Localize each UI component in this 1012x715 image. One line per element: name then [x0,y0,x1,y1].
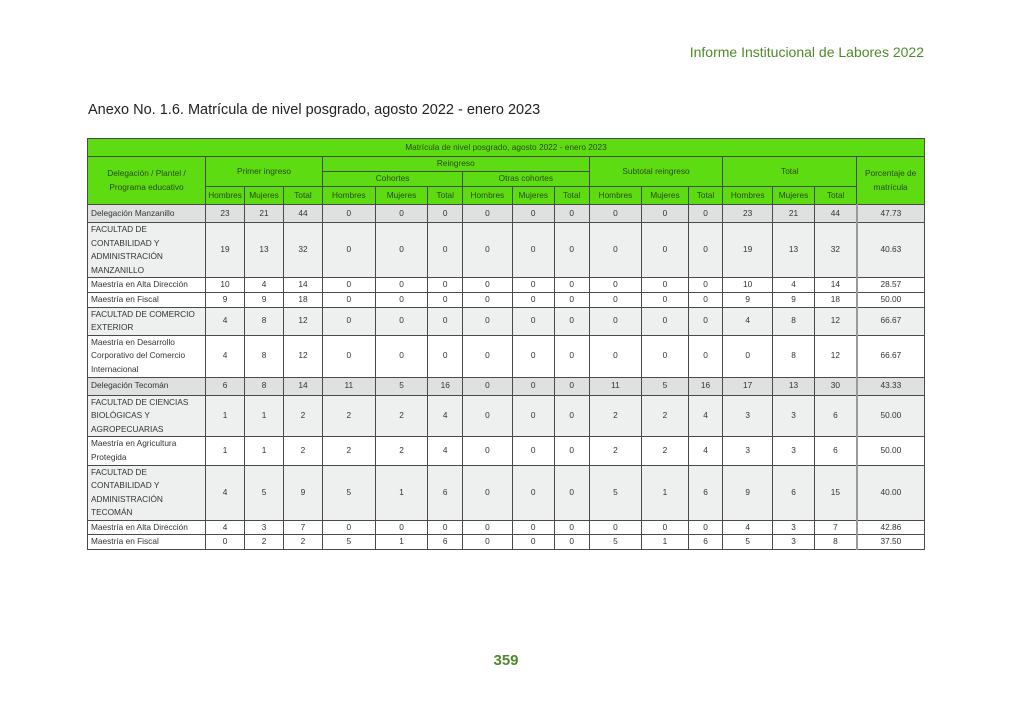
value-cell: 0 [554,465,589,520]
value-cell: 0 [375,292,428,307]
value-cell: 0 [512,278,554,293]
value-cell: 0 [463,465,513,520]
value-cell: 16 [688,377,723,395]
value-cell: 13 [245,223,284,278]
value-cell: 0 [589,205,642,223]
value-cell: 0 [463,520,513,535]
value-cell: 0 [463,205,513,223]
value-cell: 0 [512,205,554,223]
value-cell: 0 [589,307,642,335]
table-row [88,535,925,550]
value-cell: 2 [642,395,688,437]
value-cell: 6 [428,535,463,550]
value-cell: 10 [206,278,245,293]
percentage-cell: 50.00 [857,437,925,465]
value-cell: 11 [589,377,642,395]
value-cell: 6 [815,395,857,437]
value-cell: 0 [512,465,554,520]
value-cell: 0 [375,307,428,335]
value-cell: 0 [688,335,723,377]
value-cell: 32 [284,223,323,278]
table-row [88,520,925,535]
value-cell: 3 [772,437,814,465]
value-cell: 0 [463,292,513,307]
value-cell: 16 [428,377,463,395]
value-cell: 0 [428,520,463,535]
value-cell: 2 [642,437,688,465]
value-cell: 4 [688,395,723,437]
value-cell: 0 [589,223,642,278]
value-cell: 21 [772,205,814,223]
value-cell: 9 [772,292,814,307]
value-cell: 13 [772,223,814,278]
value-cell: 0 [554,535,589,550]
value-cell: 6 [815,437,857,465]
enrollment-table [87,138,925,550]
value-cell: 4 [428,395,463,437]
value-cell: 0 [688,205,723,223]
value-cell: 0 [375,278,428,293]
value-cell: 2 [375,395,428,437]
value-cell: 5 [589,465,642,520]
value-cell: 4 [772,278,814,293]
value-cell: 0 [463,223,513,278]
value-cell: 5 [723,535,773,550]
value-cell: 0 [642,278,688,293]
value-cell: 0 [554,292,589,307]
value-cell: 5 [322,535,375,550]
row-label: Maestría en Fiscal [88,535,206,550]
value-cell: 0 [512,307,554,335]
value-cell: 0 [554,335,589,377]
value-cell: 18 [284,292,323,307]
value-cell: 0 [375,205,428,223]
value-cell: 4 [206,307,245,335]
value-cell: 0 [642,292,688,307]
value-cell: 44 [815,205,857,223]
table-row [88,377,925,395]
value-cell: 6 [206,377,245,395]
value-cell: 0 [206,535,245,550]
value-cell: 1 [642,535,688,550]
value-cell: 0 [428,335,463,377]
table-row [88,465,925,520]
value-cell: 15 [815,465,857,520]
value-cell: 3 [772,520,814,535]
value-cell: 7 [815,520,857,535]
table-caption: Matrícula de nivel posgrado, agosto 2022 - enero 2023 [88,139,925,157]
value-cell: 0 [463,335,513,377]
value-cell: 2 [589,437,642,465]
value-cell: 18 [815,292,857,307]
value-cell: 21 [245,205,284,223]
value-cell: 0 [463,307,513,335]
value-cell: 0 [688,307,723,335]
value-cell: 0 [322,307,375,335]
subheader-hombres: Hombres [206,187,245,205]
value-cell: 0 [463,535,513,550]
value-cell: 1 [245,437,284,465]
value-cell: 4 [206,335,245,377]
porcentaje-header: Porcentaje de matrícula [857,157,925,205]
row-label: FACULTAD DE CONTABILIDAD Y ADMINISTRACIÓN MANZANILLO [88,223,206,278]
value-cell: 1 [642,465,688,520]
value-cell: 0 [554,437,589,465]
value-cell: 0 [642,223,688,278]
value-cell: 12 [815,307,857,335]
value-cell: 30 [815,377,857,395]
value-cell: 0 [554,377,589,395]
value-cell: 0 [322,205,375,223]
table-row [88,223,925,278]
value-cell: 0 [642,205,688,223]
value-cell: 6 [428,465,463,520]
subheader-total: Total [815,187,857,205]
value-cell: 0 [642,520,688,535]
value-cell: 0 [322,292,375,307]
row-label: Maestría en Desarrollo Corporativo del Comercio Internacional [88,335,206,377]
subheader-hombres: Hombres [463,187,513,205]
row-label: FACULTAD DE CONTABILIDAD Y ADMINISTRACIÓN TECOMÁN [88,465,206,520]
value-cell: 6 [688,465,723,520]
value-cell: 1 [245,395,284,437]
table-row [88,307,925,335]
value-cell: 3 [245,520,284,535]
value-cell: 5 [589,535,642,550]
subheader-mujeres: Mujeres [642,187,688,205]
percentage-cell: 40.00 [857,465,925,520]
running-head: Informe Institucional de Labores 2022 [689,44,924,60]
value-cell: 0 [322,520,375,535]
row-label: Maestría en Fiscal [88,292,206,307]
value-cell: 9 [723,292,773,307]
value-cell: 2 [375,437,428,465]
value-cell: 5 [642,377,688,395]
value-cell: 17 [723,377,773,395]
value-cell: 0 [463,377,513,395]
subheader-total: Total [554,187,589,205]
table-row [88,437,925,465]
percentage-cell: 66.67 [857,307,925,335]
value-cell: 0 [463,437,513,465]
value-cell: 1 [206,437,245,465]
percentage-cell: 42.86 [857,520,925,535]
value-cell: 4 [723,307,773,335]
value-cell: 0 [554,205,589,223]
percentage-cell: 28.57 [857,278,925,293]
value-cell: 0 [554,520,589,535]
value-cell: 0 [688,520,723,535]
value-cell: 6 [688,535,723,550]
value-cell: 0 [512,535,554,550]
value-cell: 5 [245,465,284,520]
value-cell: 0 [375,335,428,377]
total-header: Total [723,157,857,187]
reingreso-header: Reingreso [322,157,589,172]
value-cell: 0 [512,395,554,437]
otras-cohortes-header: Otras cohortes [463,172,589,187]
value-cell: 13 [772,377,814,395]
value-cell: 9 [206,292,245,307]
value-cell: 10 [723,278,773,293]
value-cell: 0 [642,307,688,335]
value-cell: 0 [512,437,554,465]
value-cell: 0 [375,520,428,535]
table-row [88,292,925,307]
value-cell: 1 [206,395,245,437]
subheader-total: Total [428,187,463,205]
subtotal-reingreso-header: Subtotal reingreso [589,157,723,187]
value-cell: 0 [322,223,375,278]
value-cell: 8 [245,307,284,335]
subheader-hombres: Hombres [723,187,773,205]
value-cell: 7 [284,520,323,535]
table-row [88,335,925,377]
value-cell: 3 [772,535,814,550]
value-cell: 4 [206,520,245,535]
table-row [88,395,925,437]
percentage-cell: 50.00 [857,292,925,307]
value-cell: 0 [723,335,773,377]
value-cell: 8 [245,377,284,395]
value-cell: 4 [723,520,773,535]
value-cell: 4 [688,437,723,465]
subheader-total: Total [688,187,723,205]
value-cell: 19 [723,223,773,278]
value-cell: 0 [428,278,463,293]
value-cell: 0 [642,335,688,377]
value-cell: 0 [463,278,513,293]
value-cell: 0 [322,278,375,293]
value-cell: 0 [512,292,554,307]
row-label: Maestría en Alta Dirección [88,278,206,293]
value-cell: 0 [428,205,463,223]
value-cell: 0 [688,292,723,307]
value-cell: 8 [772,335,814,377]
percentage-cell: 43.33 [857,377,925,395]
subheader-mujeres: Mujeres [375,187,428,205]
value-cell: 0 [512,223,554,278]
row-label: FACULTAD DE CIENCIAS BIOLÓGICAS Y AGROPECUARIAS [88,395,206,437]
program-header: Delegación / Plantel / Programa educativo [88,157,206,205]
value-cell: 0 [589,335,642,377]
value-cell: 0 [589,520,642,535]
primer-ingreso-header: Primer ingreso [206,157,323,187]
row-label: Maestría en Alta Dirección [88,520,206,535]
value-cell: 14 [815,278,857,293]
value-cell: 19 [206,223,245,278]
value-cell: 12 [284,335,323,377]
table-row [88,278,925,293]
value-cell: 2 [284,395,323,437]
value-cell: 32 [815,223,857,278]
row-label: FACULTAD DE COMERCIO EXTERIOR [88,307,206,335]
percentage-cell: 47.73 [857,205,925,223]
value-cell: 0 [688,223,723,278]
value-cell: 3 [723,437,773,465]
value-cell: 0 [589,278,642,293]
value-cell: 0 [554,278,589,293]
value-cell: 4 [206,465,245,520]
value-cell: 1 [375,465,428,520]
value-cell: 2 [284,535,323,550]
value-cell: 0 [428,292,463,307]
table-row [88,205,925,223]
value-cell: 23 [723,205,773,223]
annex-title: Anexo No. 1.6. Matrícula de nivel posgrado, agosto 2022 - enero 2023 [88,102,541,118]
subheader-hombres: Hombres [589,187,642,205]
value-cell: 2 [322,395,375,437]
value-cell: 0 [512,377,554,395]
value-cell: 4 [245,278,284,293]
value-cell: 0 [688,278,723,293]
value-cell: 5 [375,377,428,395]
row-label: Maestría en Agricultura Protegida [88,437,206,465]
value-cell: 3 [723,395,773,437]
value-cell: 14 [284,377,323,395]
value-cell: 11 [322,377,375,395]
subheader-mujeres: Mujeres [512,187,554,205]
value-cell: 0 [512,335,554,377]
value-cell: 6 [772,465,814,520]
value-cell: 5 [322,465,375,520]
subheader-total: Total [284,187,323,205]
value-cell: 12 [284,307,323,335]
value-cell: 9 [284,465,323,520]
subheader-mujeres: Mujeres [772,187,814,205]
value-cell: 9 [245,292,284,307]
value-cell: 0 [554,307,589,335]
value-cell: 0 [554,223,589,278]
row-label: Delegación Tecomán [88,377,206,395]
value-cell: 0 [463,395,513,437]
value-cell: 23 [206,205,245,223]
value-cell: 12 [815,335,857,377]
value-cell: 3 [772,395,814,437]
value-cell: 2 [589,395,642,437]
value-cell: 14 [284,278,323,293]
value-cell: 44 [284,205,323,223]
percentage-cell: 37.50 [857,535,925,550]
value-cell: 0 [428,223,463,278]
value-cell: 0 [554,395,589,437]
value-cell: 4 [428,437,463,465]
value-cell: 8 [245,335,284,377]
value-cell: 0 [512,520,554,535]
percentage-cell: 66.67 [857,335,925,377]
percentage-cell: 40.63 [857,223,925,278]
value-cell: 0 [322,335,375,377]
page-number: 359 [493,652,519,669]
value-cell: 9 [723,465,773,520]
value-cell: 0 [428,307,463,335]
value-cell: 2 [245,535,284,550]
value-cell: 2 [322,437,375,465]
cohortes-header: Cohortes [322,172,462,187]
subheader-mujeres: Mujeres [245,187,284,205]
value-cell: 2 [284,437,323,465]
value-cell: 8 [772,307,814,335]
percentage-cell: 50.00 [857,395,925,437]
value-cell: 8 [815,535,857,550]
value-cell: 0 [589,292,642,307]
row-label: Delegación Manzanillo [88,205,206,223]
value-cell: 1 [375,535,428,550]
value-cell: 0 [375,223,428,278]
subheader-hombres: Hombres [322,187,375,205]
